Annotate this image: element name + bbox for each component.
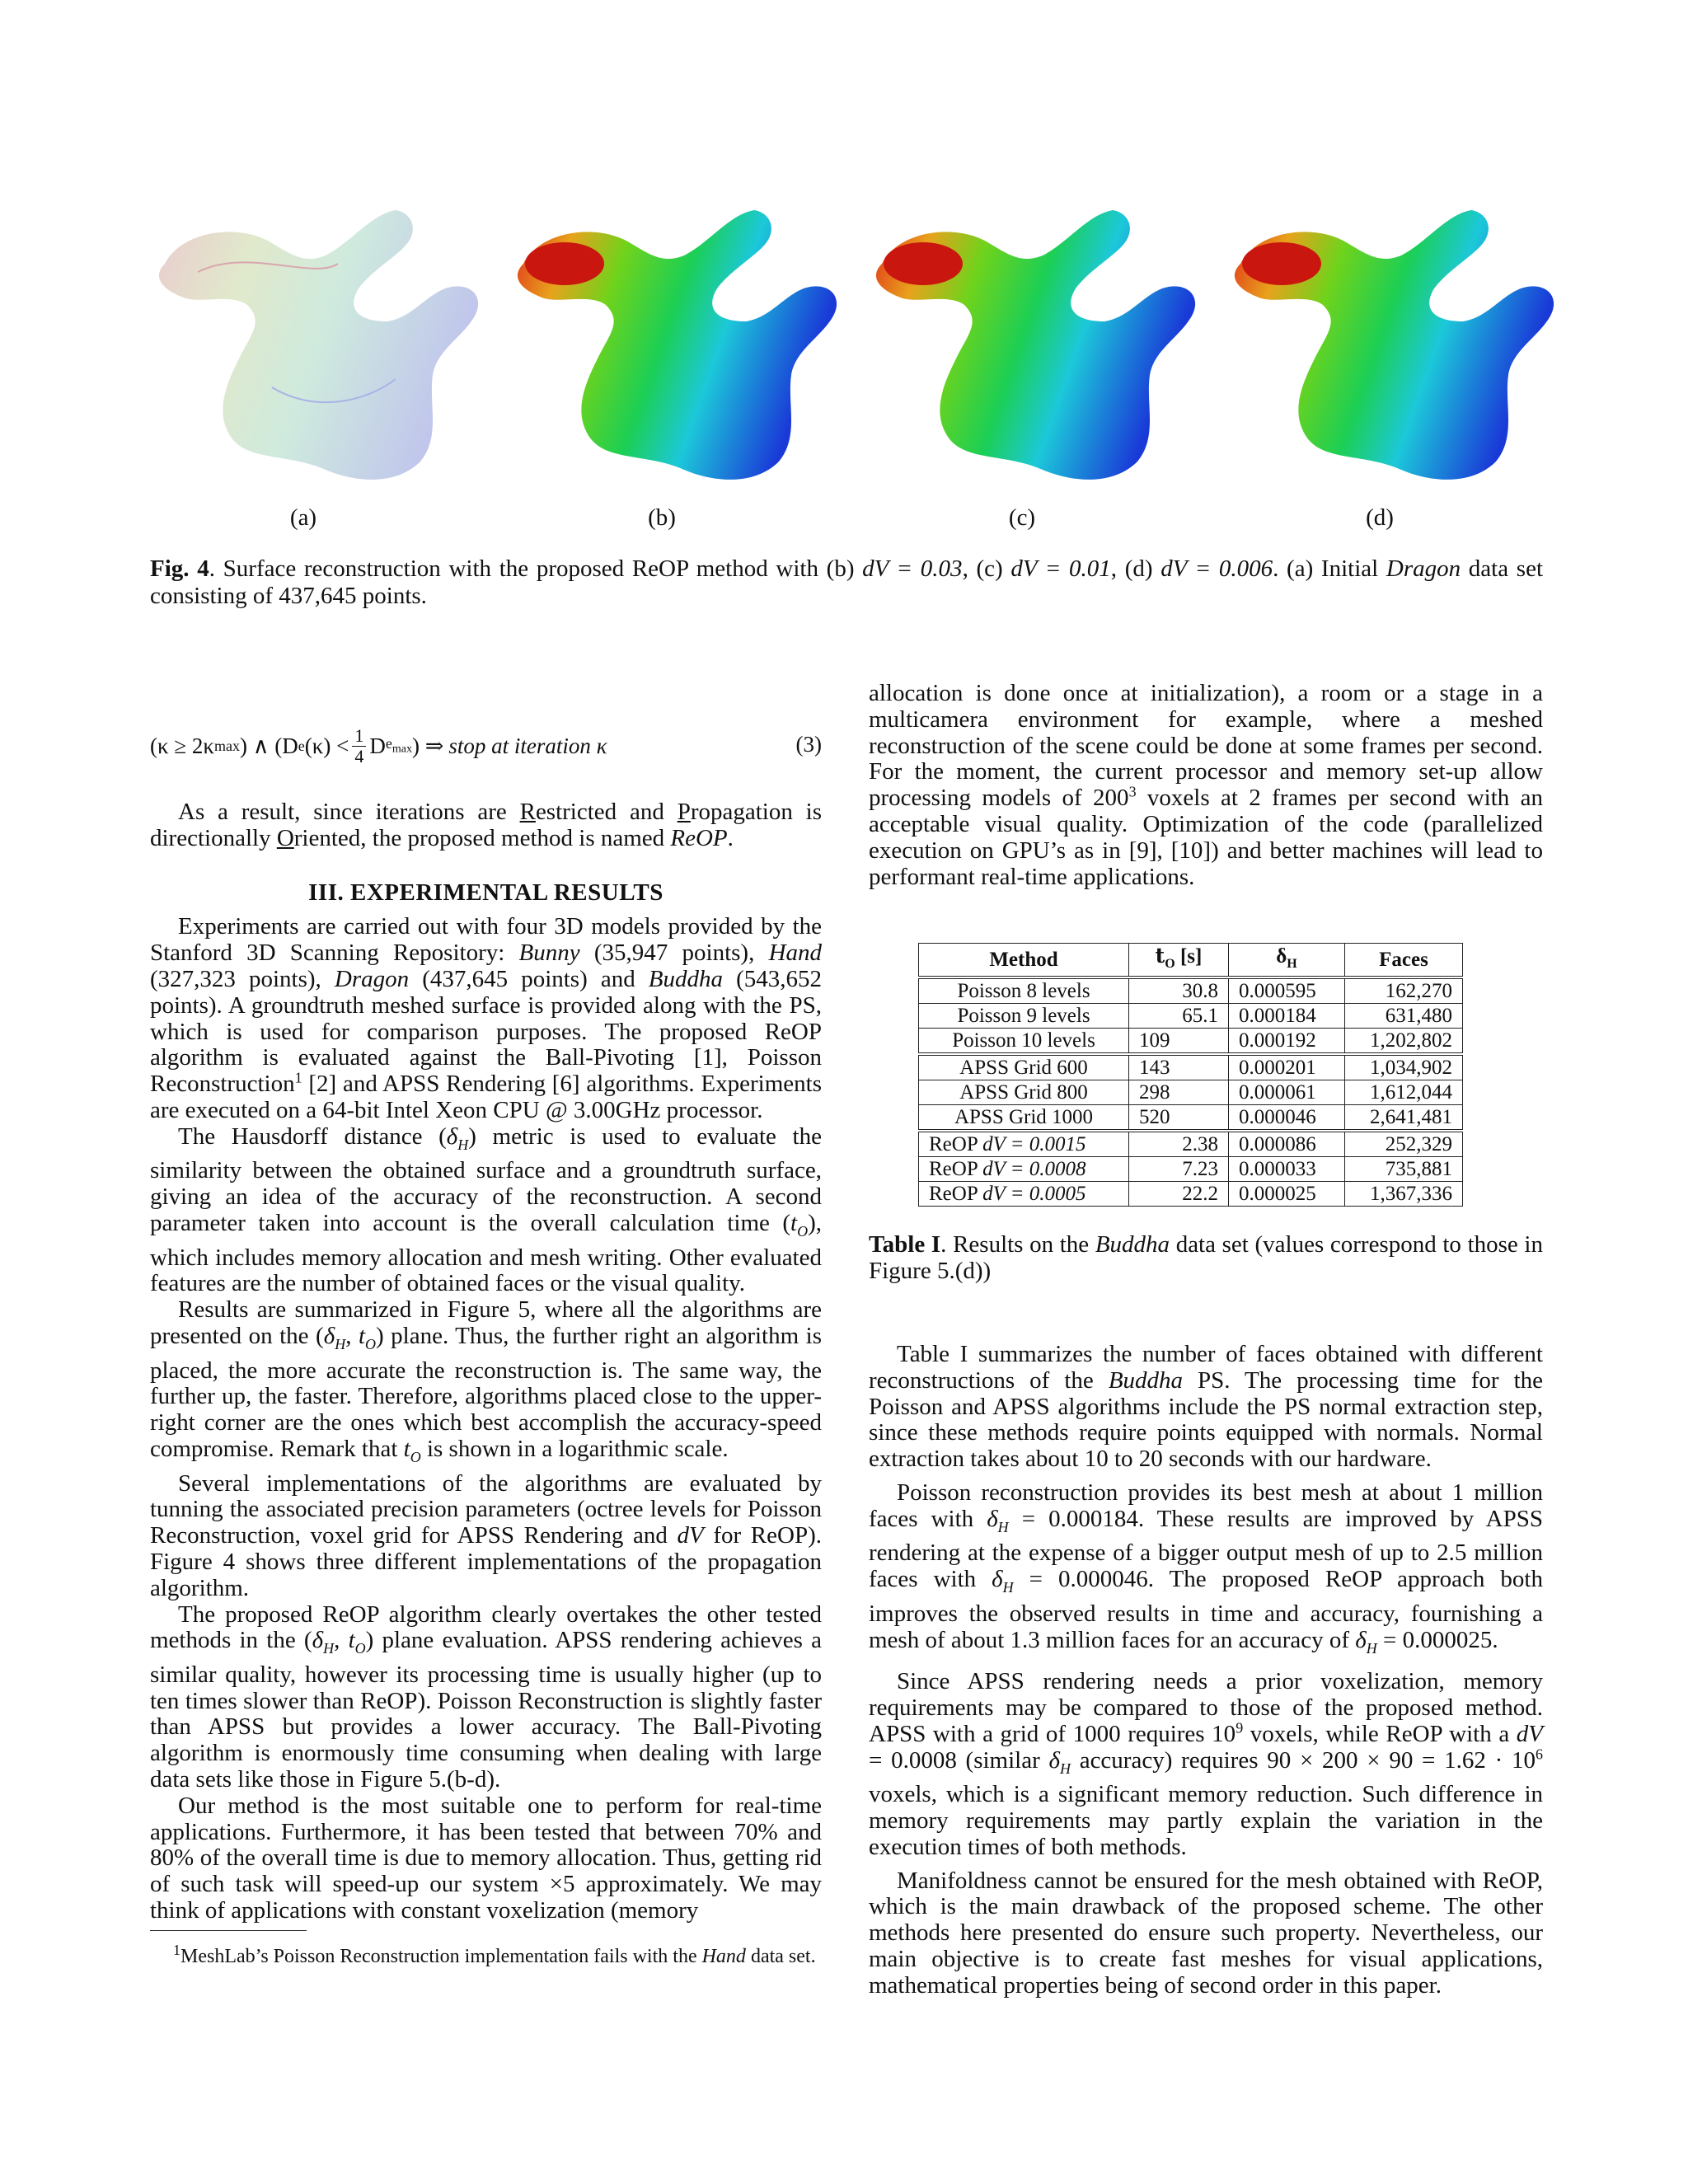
right-column-top — [869, 681, 1543, 890]
table-row: Poisson 9 levels 65.1 0.000184 631,480 — [919, 1004, 1463, 1029]
table-header-hausdorff: $\delta_H$ — [1229, 944, 1345, 978]
sublabel-a: (a) — [289, 504, 317, 531]
table-row: ReOP dV = 0.0008 7.23 0.000033 735,881 — [919, 1157, 1463, 1182]
table-header-time: $t_O$ [s] — [1129, 944, 1229, 978]
table-row: Poisson 10 levels 109 0.000192 1,202,802 — [919, 1029, 1463, 1055]
table-row: APSS Grid 800 298 0.000061 1,612,044 — [919, 1080, 1463, 1105]
left-column — [150, 799, 822, 1924]
equation-part1: (κ ≥ 2κ — [150, 733, 215, 758]
sublabel-b: (b) — [648, 504, 676, 531]
table-row: APSS Grid 1000 520 0.000046 2,641,481 — [919, 1105, 1463, 1132]
paragraph-6: Our method is the most suitable one to perform for real-time applications. Furthermore, it has been tested that between 70% and 80% of the overall time is due to memory allocation. Thus, getting rid of such task will speed-up our system ×5 approximately. We may think of applications with constant voxelization (memory — [150, 1792, 822, 1924]
right-column-bottom — [869, 1342, 1543, 1999]
figure-caption: Fig. 4. Surface reconstruction with the proposed ReOP method with (b) dV = 0.03, (c) dV = 0.01, (d) dV = 0.006. (a) Initial Dragon data set consisting of 437,645 points. — [150, 555, 1544, 609]
table-header-row — [919, 944, 1463, 978]
table-row: ReOP dV = 0.0005 22.2 0.000025 1,367,336 — [919, 1182, 1463, 1207]
table-header-method: Method — [919, 944, 1129, 978]
paragraph-2: The Hausdorff distance $(\delta_H)$ metric is used to evaluate the similarity between the obtained surface and a groundtruth surface, giving an idea of the accuracy of the reconstruction. A second parameter taken into account is the overall calculation time $(t_O)$, which includes memory allocation and mesh writing. Other evaluated features are the number of obtained faces or the visual quality. — [150, 1122, 822, 1297]
panel-b-surface — [518, 210, 837, 480]
paragraph-4: Several implementations of the algorithms are evaluated by tunning the associated precision parameters (octree levels for Poisson Reconstruction, voxel grid for APSS Rendering and dV for ReOP). Figure 4 shows three different implementations of the propagation algorithm. — [150, 1469, 822, 1601]
footnote-mark: 1 — [294, 1069, 302, 1086]
figure-panels — [0, 0, 1688, 527]
paragraph-1: Experiments are carried out with four 3D models provided by the Stanford 3D Scanning Repository: Bunny (35,947 points), Hand (327,323 points), Dragon (437,645 points) and Buddha (543,652 points). A groundtruth meshed surface is provided along with the PS, which is used for comparison purposes. The proposed ReOP algorithm is evaluated against the Ball-Pivoting [1], Poisson Reconstruction$^1$ [2] and APSS Rendering [6] algorithms. Experiments are executed on a 64-bit Intel Xeon CPU @ 3.00GHz processor. — [150, 913, 823, 1123]
section-title: III. EXPERIMENTAL RESULTS — [308, 879, 663, 906]
paragraph-3: Results are summarized in Figure 5, where all the algorithms are presented on the ($\delta_H$, $t_O$) plane. Thus, the further right an algorithm is placed, the more accurate the reconstruction is. The same way, the further up, the faster. Therefore, algorithms placed close to the upper-right corner are the ones which best accomplish the accuracy-speed compromise. Remark that $t_O$ is shown in a logarithmic scale. — [150, 1296, 822, 1465]
table-row: APSS Grid 600 143 0.000201 1,034,902 — [919, 1054, 1463, 1080]
paragraph-continued: allocation is done once at initialization), a room or a stage in a multicamera environment for example, where a meshed reconstruction of the scene could be done at some frames per second. For the moment, the current processor and memory set-up allow processing models of $200^3$ voxels at 2 frames per second with an acceptable visual quality. Optimization of the code (parallelized execution on GPU’s as in [9], [10]) and better machines will lead to performant real-time applications. — [869, 680, 1544, 890]
paragraph-poisson: Poisson reconstruction provides its best mesh at about 1 million faces with $\delta_H = 0.000184$. These results are improved by APSS rendering at the expense of a bigger output mesh of up to 2.5 million faces with $\delta_H = 0.000046$. The proposed ReOP approach both improves the observed results in time and accuracy, fournishing a mesh of about 1.3 million faces for an accuracy of $\delta_H = 0.000025$. — [869, 1479, 1543, 1657]
fraction: 1 4 — [352, 726, 366, 766]
equation-stop: stop at iteration κ — [448, 733, 607, 758]
paragraph-memory: Since APSS rendering needs a prior voxelization, memory requirements may be compared to those of the proposed method. APSS with a grid of 1000 requires $10^9$ voxels, while ReOP with a dV = 0.0008 (similar $\delta_H$ accuracy) requires $90 \times 200 \times 90 = 1.62 \cdot 10^6$ voxels, which is a significant memory reduction. Such difference in memory requirements may partly explain the variation in the execution times of both methods. — [869, 1668, 1543, 1860]
equation-number: (3) — [795, 732, 822, 757]
footnote-rule — [150, 1930, 307, 1931]
equation-3: (κ ≥ 2κ max ) ∧ (D e (κ) < 1 4 D $e_{max}$ ) ⇒ stop at iteration κ (3) — [150, 724, 822, 766]
paragraph-result: As a result, since iterations are Restricted and Propagation is directionally Oriented, the proposed method is named ReOP. — [150, 799, 823, 851]
caption-label: Fig. 4 — [150, 555, 209, 582]
panel-d-surface — [1235, 210, 1554, 480]
table-row: Poisson 8 levels 30.8 0.000595 162,270 — [919, 977, 1463, 1004]
panel-a-pointcloud — [159, 210, 478, 480]
panel-c-surface — [876, 210, 1195, 480]
footnote: $^1$MeshLab’s Poisson Reconstruction implementation fails with the Hand data set. — [173, 1942, 816, 1967]
paragraph-manifoldness: Manifoldness cannot be ensured for the mesh obtained with ReOP, which is the main drawback of the proposed scheme. The other methods here presented do ensure such property. Nevertheless, our main objective is to create fast meshes for visual applications, mathematical properties being of second order in this paper. — [869, 1867, 1543, 1999]
results-table — [918, 943, 1463, 1207]
paragraph-table-summary: Table I summarizes the number of faces obtained with different reconstructions of the Buddha PS. The processing time for the Poisson and APSS algorithms include the PS normal extraction step, since these methods require points equipped with normals. Normal extraction takes about 10 to 20 seconds with our hardware. — [869, 1341, 1543, 1473]
paragraph-5: The proposed ReOP algorithm clearly overtakes the other tested methods in the ($\delta_H$, $t_O$) plane evaluation. APSS rendering achieves a similar quality, however its processing time is usually higher (up to ten times slower than ReOP). Poisson Reconstruction is slightly faster than APSS but provides a lower accuracy. The Ball-Pivoting algorithm is enormously time consuming when dealing with large data sets like those in Figure 5.(b-d). — [150, 1601, 823, 1793]
sublabel-d: (d) — [1366, 504, 1394, 531]
table-row: ReOP dV = 0.0015 2.38 0.000086 252,329 — [919, 1131, 1463, 1157]
table-header-faces: Faces — [1345, 944, 1463, 978]
sublabel-c: (c) — [1008, 504, 1036, 531]
table-caption: Table I. Results on the Buddha data set (values correspond to those in Figure 5.(d)) — [869, 1231, 1543, 1284]
